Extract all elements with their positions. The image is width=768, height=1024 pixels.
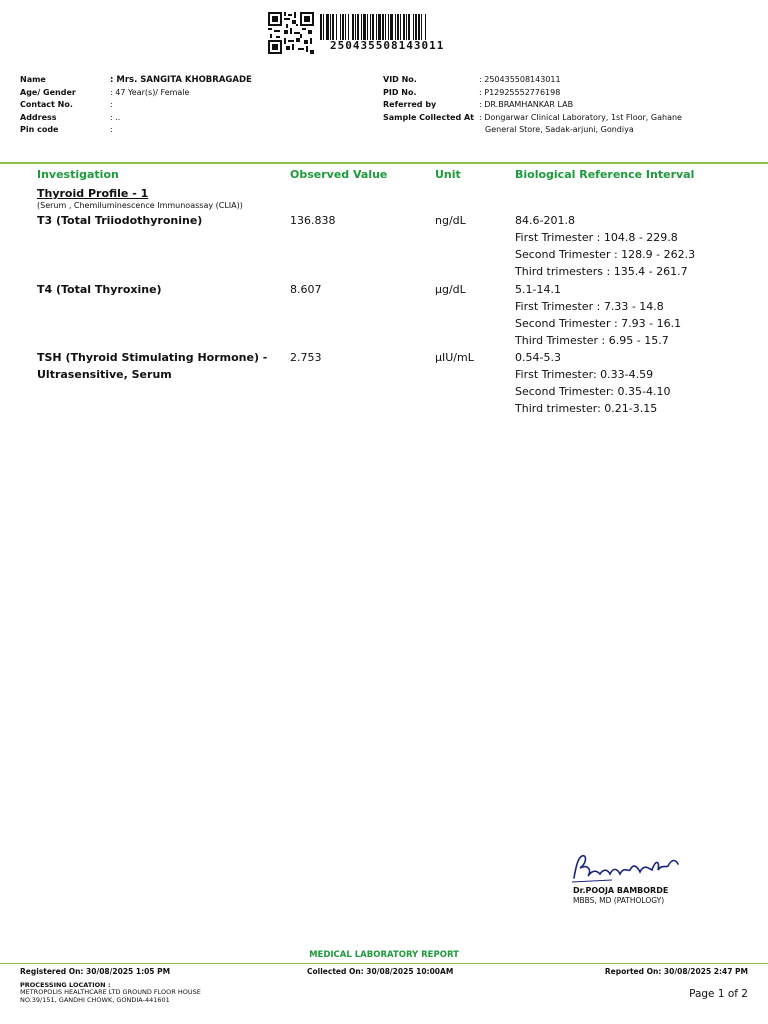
doctor-signature (568, 848, 688, 888)
label-address: Address (20, 112, 57, 122)
patient-pincode: : (110, 125, 113, 134)
test-unit-t4: µg/dL (435, 283, 466, 296)
footer-divider (0, 963, 768, 964)
label-pincode: Pin code (20, 125, 59, 134)
doctor-name: Dr.POOJA BAMBORDE (573, 886, 669, 895)
col-header-unit: Unit (435, 168, 461, 181)
label-sample-collected-at: Sample Collected At (383, 112, 474, 122)
label-age-gender: Age/ Gender (20, 87, 76, 97)
profile-title: Thyroid Profile - 1 (37, 187, 149, 200)
processing-line1: METROPOLIS HEALTHCARE LTD GROUND FLOOR HOUSE (20, 988, 201, 996)
test-unit-t3: ng/dL (435, 214, 466, 227)
label-contact: Contact No. (20, 100, 73, 109)
test-name-tsh-line2: Ultrasensitive, Serum (37, 368, 172, 381)
test-unit-tsh: µIU/mL (435, 351, 474, 364)
sample-collected-at-line2: General Store, Sadak-arjuni, Gondiya (485, 125, 634, 134)
pid-value: : P12925552776198 (479, 87, 561, 97)
profile-method: (Serum , Chemiluminescence Immunoassay (CLIA)) (37, 201, 243, 210)
ref-line: First Trimester : 7.33 - 14.8 (515, 300, 664, 313)
col-header-investigation: Investigation (37, 168, 119, 181)
test-name-tsh-line1: TSH (Thyroid Stimulating Hormone) - (37, 351, 268, 364)
patient-labels (20, 74, 110, 137)
barcode (320, 14, 490, 40)
test-name-tsh (37, 349, 267, 383)
label-pid: PID No. (383, 87, 417, 97)
col-header-observed: Observed Value (290, 168, 388, 181)
ref-line: First Trimester : 104.8 - 229.8 (515, 231, 678, 244)
ref-line: 0.54-5.3 (515, 351, 561, 364)
ref-interval-t3 (515, 212, 695, 280)
ref-line: 84.6-201.8 (515, 214, 575, 227)
test-value-t4: 8.607 (290, 283, 322, 296)
processing-line2: NO.39/151, GANDHI CHOWK, GONDIA-441601 (20, 995, 170, 1004)
processing-location-address (20, 989, 201, 1004)
patient-name: : Mrs. SANGITA KHOBRAGADE (110, 75, 252, 85)
col-header-interval: Biological Reference Interval (515, 168, 695, 181)
doctor-qualification: MBBS, MD (PATHOLOGY) (573, 896, 665, 905)
label-referred-by: Referred by (383, 100, 437, 109)
patient-contact: : (110, 100, 113, 109)
ref-line: Second Trimester : 128.9 - 262.3 (515, 248, 696, 261)
ref-line: Second Trimester: 0.35-4.10 (515, 385, 671, 398)
patient-address: : .. (110, 112, 121, 122)
collected-on: Collected On: 30/08/2025 10:00AM (307, 967, 454, 976)
test-value-tsh: 2.753 (290, 351, 322, 364)
ref-line: Third Trimester : 6.95 - 15.7 (515, 334, 669, 347)
ref-line: Third trimester: 0.21-3.15 (515, 402, 658, 415)
ref-line: Second Trimester : 7.93 - 16.1 (515, 317, 682, 330)
ref-line: First Trimester: 0.33-4.59 (515, 368, 654, 381)
test-name-t3: T3 (Total Triiodothyronine) (37, 214, 203, 227)
page-number: Page 1 of 2 (689, 988, 748, 1000)
label-vid: VID No. (383, 75, 417, 84)
test-name-t4: T4 (Total Thyroxine) (37, 283, 162, 296)
sample-collected-at-line1: : Dongarwar Clinical Laboratory, 1st Floor, Gahane (479, 112, 682, 122)
processing-location-label: PROCESSING LOCATION : (20, 981, 111, 989)
test-value-t3: 136.838 (290, 214, 336, 227)
sample-values (479, 74, 749, 137)
patient-age-gender: : 47 Year(s)/ Female (110, 87, 190, 97)
barcode-number: 250435508143011 (330, 39, 445, 52)
label-name: Name (20, 75, 46, 84)
referred-by-value: : DR.BRAMHANKAR LAB (479, 100, 574, 109)
header-divider (0, 162, 768, 164)
registered-on: Registered On: 30/08/2025 1:05 PM (20, 967, 171, 976)
vid-value: : 250435508143011 (479, 75, 561, 84)
sample-labels (383, 74, 483, 124)
ref-interval-tsh (515, 349, 670, 417)
ref-line: Third trimesters : 135.4 - 261.7 (515, 265, 688, 278)
ref-interval-t4 (515, 281, 681, 349)
reported-on: Reported On: 30/08/2025 2:47 PM (604, 967, 748, 976)
qr-code (268, 12, 314, 54)
report-title: MEDICAL LABORATORY REPORT (309, 950, 459, 960)
patient-values (110, 74, 370, 137)
ref-line: 5.1-14.1 (515, 283, 561, 296)
